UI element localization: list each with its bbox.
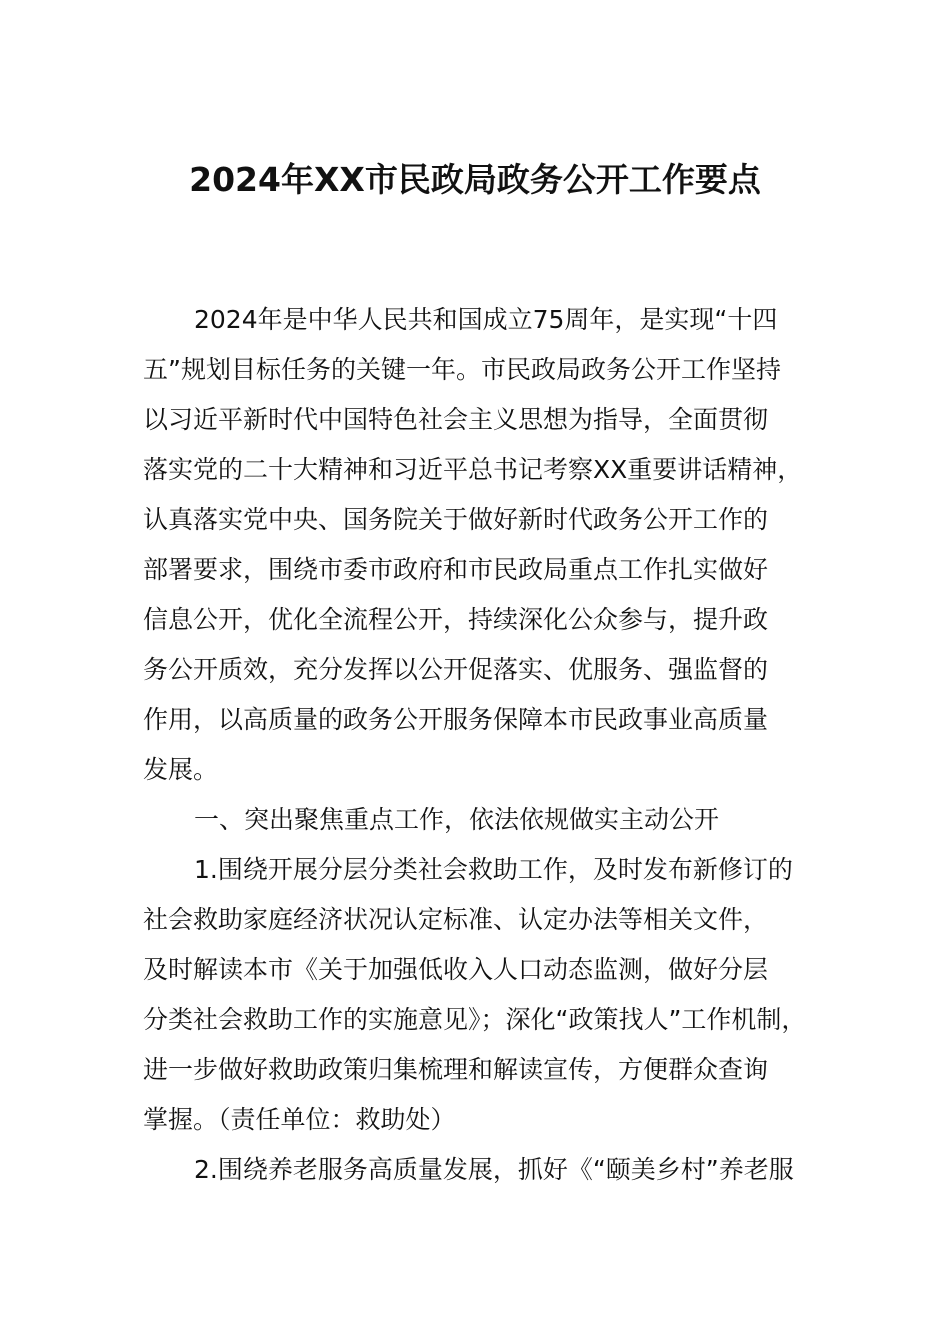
paragraph-line: 部署要求，围绕市委市政府和市民政局重点工作扎实做好	[143, 555, 769, 584]
paragraph-line: 进一步做好救助政策归集梳理和解读宣传，方便群众查询	[143, 1055, 769, 1084]
paragraph-line: 及时解读本市《关于加强低收入人口动态监测，做好分层	[143, 955, 769, 984]
paragraph-line: 发展。	[143, 755, 219, 784]
section-heading: 一、突出聚焦重点工作，依法依规做实主动公开	[194, 805, 720, 834]
paragraph-line: 2024年是中华人民共和国成立75周年，是实现“十四	[194, 305, 778, 334]
paragraph-line: 以习近平新时代中国特色社会主义思想为指导，全面贯彻	[143, 405, 769, 434]
document-body	[143, 295, 815, 1195]
paragraph-line: 落实党的二十大精神和习近平总书记考察XX重要讲话精神，	[143, 455, 803, 484]
document-title: 2024年XX市民政局政务公开工作要点	[189, 160, 761, 199]
paragraph-line: 认真落实党中央、国务院关于做好新时代政务公开工作的	[143, 505, 769, 534]
paragraph-line: 五”规划目标任务的关键一年。市民政局政务公开工作坚持	[143, 355, 781, 384]
paragraph-line: 信息公开，优化全流程公开，持续深化公众参与，提升政	[143, 605, 769, 634]
paragraph-line: 2.围绕养老服务高质量发展，抓好《“颐美乡村”养老服	[194, 1155, 794, 1184]
paragraph-line: 务公开质效，充分发挥以公开促落实、优服务、强监督的	[143, 655, 769, 684]
paragraph-line: 社会救助家庭经济状况认定标准、认定办法等相关文件，	[143, 905, 769, 934]
paragraph-line: 1.围绕开展分层分类社会救助工作，及时发布新修订的	[194, 855, 793, 884]
paragraph-line: 掌握。（责任单位：救助处）	[143, 1105, 456, 1134]
paragraph-line: 分类社会救助工作的实施意见》；深化“政策找人”工作机制，	[143, 1005, 807, 1034]
paragraph-line: 作用，以高质量的政务公开服务保障本市民政事业高质量	[143, 705, 769, 734]
